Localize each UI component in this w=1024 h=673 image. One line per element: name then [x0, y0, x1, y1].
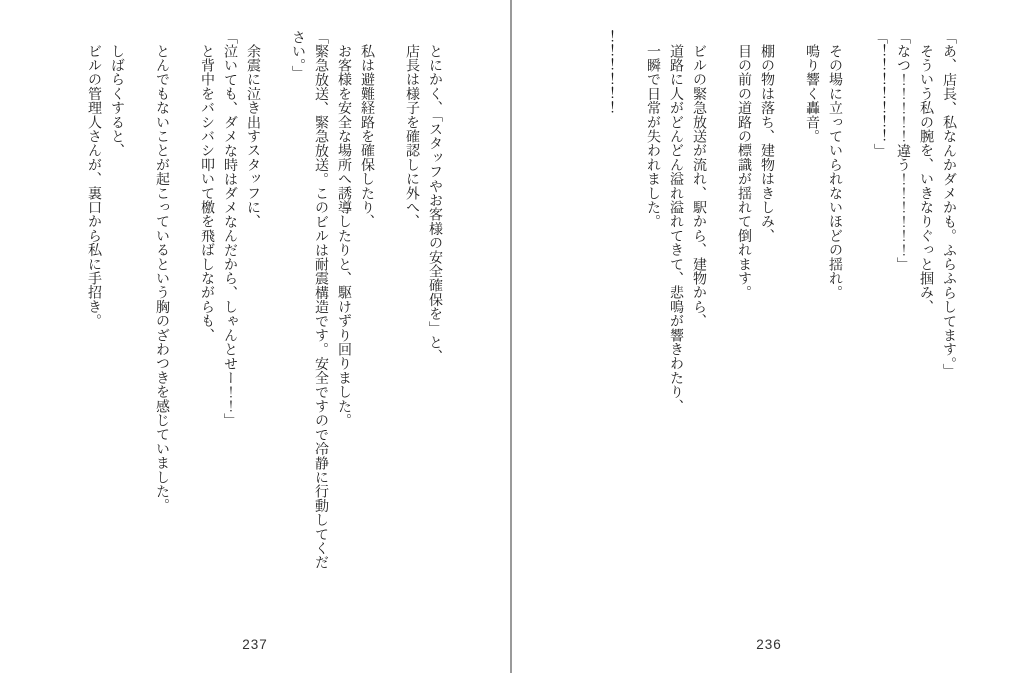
paragraph-group — [150, 30, 173, 580]
text-line: 鳴り響く轟音。 — [804, 44, 819, 144]
page-divider — [510, 0, 512, 673]
paragraph-group — [82, 30, 128, 580]
text-line: 道路に人がどんどん溢れ溢れてきて、悲鳴が響きわたり、 — [668, 44, 683, 414]
text-line: ！！！！！！ — [600, 30, 615, 116]
text-line: 「泣いても、ダメな時はダメなんだから、しゃんとせー！！」 — [222, 30, 237, 428]
paragraph-group — [641, 30, 710, 580]
text-line: 店長は様子を確認しに外へ、 — [404, 44, 419, 229]
page-right-number: 236 — [756, 637, 782, 652]
text-line: ビルの緊急放送が流れ、駅から、建物から、 — [691, 44, 706, 328]
text-line: 私は避難経路を確保したり、 — [359, 44, 374, 229]
paragraph-group — [732, 30, 778, 580]
paragraph-group — [596, 30, 619, 580]
page-right-text — [596, 30, 960, 580]
page-right[interactable] — [514, 0, 1024, 673]
paragraph-group — [800, 30, 846, 580]
text-line: 余震に泣き出すスタッフに、 — [245, 44, 260, 229]
page-left[interactable] — [0, 0, 510, 673]
text-line: 「！！！！！！！」 — [872, 30, 887, 158]
page-left-number: 237 — [242, 637, 268, 652]
text-line: 「あ、店長、私なんかダメかも。ふらふらしてます。」 — [941, 30, 956, 378]
page-left-text — [82, 30, 446, 580]
text-line: と背中をバシバシ叩いて檄を飛ばしながらも、 — [199, 44, 214, 343]
text-line: ビルの管理人さんが、裏口から私に手招き。 — [86, 44, 101, 328]
text-line: 「なつ！！！！！違う！！！！！！」 — [895, 30, 910, 272]
paragraph-group — [868, 30, 960, 580]
text-line: 「緊急放送、緊急放送。このビルは耐震構造です。安全ですので冷静に行動してください。」 — [290, 30, 328, 570]
paragraph-group — [286, 30, 378, 580]
text-line: しばらくすると、 — [109, 44, 124, 158]
text-line: その場に立っていられないほどの揺れ。 — [827, 44, 842, 300]
text-line: 一瞬で日常が失われました。 — [645, 44, 660, 229]
paragraph-group — [195, 30, 264, 580]
text-line: とんでもないことが起こっているという胸のざわつきを感じていました。 — [154, 44, 169, 513]
paragraph-group — [400, 30, 446, 580]
text-line: 目の前の道路の標識が揺れて倒れます。 — [736, 44, 751, 300]
text-line: そういう私の腕を、いきなりぐっと掴み、 — [918, 44, 933, 314]
text-line: 棚の物は落ち、建物はきしみ、 — [759, 44, 774, 243]
text-line: とにかく、「スタッフやお客様の安全確保を」と、 — [427, 44, 442, 364]
text-line: お客様を安全な場所へ誘導したりと、駆けずり回りました。 — [336, 44, 351, 428]
